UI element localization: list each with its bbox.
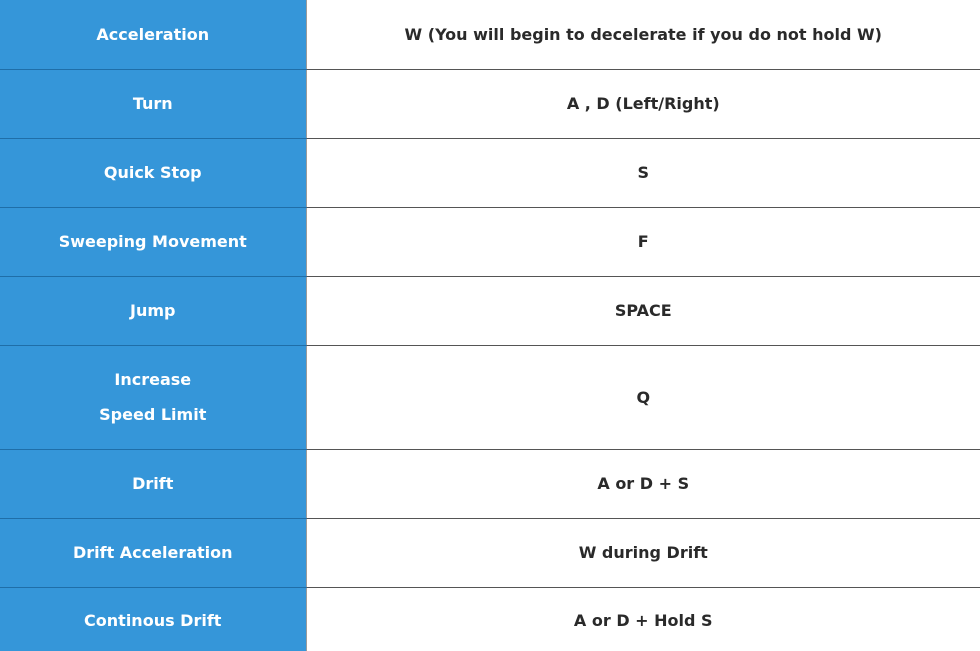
key-cell: A , D (Left/Right): [306, 69, 980, 138]
table-row: [0, 587, 980, 651]
table-row: [0, 69, 980, 138]
table-row: [0, 345, 980, 449]
action-cell: Drift: [0, 449, 306, 518]
action-cell: Turn: [0, 69, 306, 138]
action-cell: Drift Acceleration: [0, 518, 306, 587]
action-cell: Acceleration: [0, 0, 306, 69]
action-cell: Quick Stop: [0, 138, 306, 207]
action-cell: Jump: [0, 276, 306, 345]
key-cell: Q: [306, 345, 980, 449]
action-cell: Continous Drift: [0, 587, 306, 651]
action-line-1: Increase: [114, 370, 192, 389]
table-row: [0, 518, 980, 587]
table-row: [0, 449, 980, 518]
key-cell: S: [306, 138, 980, 207]
key-cell: W (You will begin to decelerate if you do not hold W): [306, 0, 980, 69]
action-line-2: Speed Limit: [99, 405, 207, 424]
action-cell: Sweeping Movement: [0, 207, 306, 276]
action-cell: [0, 345, 306, 449]
table-row: [0, 138, 980, 207]
key-cell: A or D + S: [306, 449, 980, 518]
table-row: [0, 276, 980, 345]
key-cell: SPACE: [306, 276, 980, 345]
table-row: [0, 207, 980, 276]
key-cell: F: [306, 207, 980, 276]
key-cell: A or D + Hold S: [306, 587, 980, 651]
key-cell: W during Drift: [306, 518, 980, 587]
table-row: [0, 0, 980, 69]
